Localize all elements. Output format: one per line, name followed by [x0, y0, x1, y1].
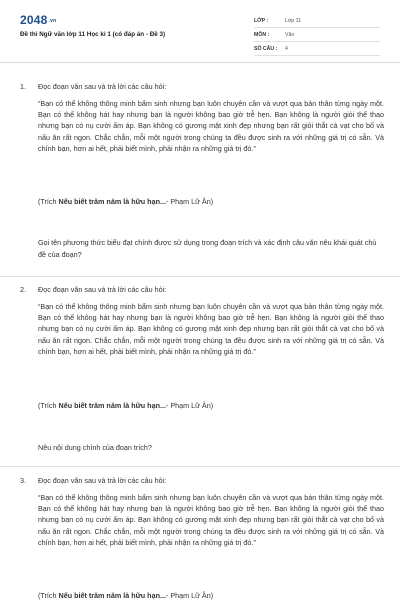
citation-prefix: (Trích [38, 401, 59, 410]
logo-suffix-text: .vn [48, 18, 57, 24]
question-instruction: Đọc đoạn văn sau và trả lời các câu hỏi: [38, 285, 167, 294]
citation-title: Nếu biết trăm năm là hữu hạn... [58, 401, 166, 410]
meta-value: Văn [285, 32, 295, 38]
question-prompt: Gọi tên phương thức biểu đạt chính được sử dụng trong đoạn trích và xác định câu văn nêu khái quát chủ đề của đoạn? [38, 238, 377, 259]
citation-prefix: (Trích [38, 197, 59, 206]
citation-title: Nếu biết trăm năm là hữu hạn... [58, 197, 166, 206]
citation-author: - Phạm Lữ Ân) [165, 591, 214, 600]
citation-author: - Phạm Lữ Ân) [165, 197, 214, 206]
passage-citation [38, 197, 213, 206]
meta-row-subject [254, 29, 380, 42]
question-divider [0, 466, 400, 467]
citation-prefix: (Trích [38, 591, 59, 600]
question-instruction: Đọc đoạn văn sau và trả lời các câu hỏi: [38, 82, 167, 91]
citation-author: - Phạm Lữ Ân) [165, 401, 214, 410]
question-number: 3. [20, 476, 26, 485]
document-title: Đề thi Ngữ văn lớp 11 Học kì 1 (có đáp án - Đề 3) [20, 31, 166, 38]
passage-citation [38, 591, 213, 600]
question-passage: “Bạn có thể không thông minh bẩm sinh nhưng bạn luôn chuyên cần và vượt qua bản thân từng ngày một. Bạn có thể không hát hay nhưng bạn là người không bao giờ trễ hẹn. Bạn không là người giỏi thể thao nhưng bạn có nụ cười ấm áp. Bạn không có gương mặt xinh đẹp nhưng bạn rất giỏi thắt cà vạt cho bố và nấu ăn rất ngon. Chắc chắn, mỗi một người trong chúng ta đều được sinh ra với những giá trị có sẵn. Và chính bạn, hơn ai hết, phải biết mình, phải nhận ra những giá trị đó.” [38, 493, 384, 547]
meta-label: LỚP : [254, 18, 269, 24]
question-passage: “Bạn có thể không thông minh bẩm sinh nhưng bạn luôn chuyên cần và vượt qua bản thân từng ngày một. Bạn có thể không hát hay nhưng bạn là người không bao giờ trễ hẹn. Bạn không là người giỏi thể thao nhưng bạn có nụ cười ấm áp. Bạn không có gương mặt xinh đẹp nhưng bạn rất giỏi thắt cà vạt cho bố và nấu ăn rất ngon. Chắc chắn, mỗi một người trong chúng ta đều được sinh ra với những giá trị có sẵn. Và chính bạn, hơn ai hết, phải biết mình, phải nhận ra những giá trị đó.” [38, 302, 384, 356]
meta-value: Lớp 11 [285, 18, 301, 24]
logo-main-text: 2048 [20, 13, 48, 27]
question-prompt: Nêu nội dung chính của đoạn trích? [38, 443, 152, 452]
meta-row-class [254, 15, 380, 28]
passage-citation [38, 401, 213, 410]
question-instruction: Đọc đoạn văn sau và trả lời các câu hỏi: [38, 476, 167, 485]
meta-row-question-count [254, 43, 380, 56]
meta-value: 4 [285, 46, 288, 52]
site-logo[interactable] [20, 13, 56, 27]
page-header [0, 0, 400, 63]
citation-title: Nếu biết trăm năm là hữu hạn... [58, 591, 166, 600]
question-number: 2. [20, 285, 26, 294]
question-passage: “Bạn có thể không thông minh bẩm sinh nhưng bạn luôn chuyên cần và vượt qua bản thân từng ngày một. Bạn có thể không hát hay nhưng bạn là người không bao giờ trễ hẹn. Bạn không là người giỏi thể thao nhưng bạn có nụ cười ấm áp. Bạn không có gương mặt xinh đẹp nhưng bạn rất giỏi thắt cà vạt cho bố và nấu ăn rất ngon. Chắc chắn, mỗi một người trong chúng ta đều được sinh ra với những giá trị có sẵn. Và chính bạn, hơn ai hết, phải biết mình, phải nhận ra những giá trị đó.” [38, 99, 384, 153]
meta-label: MÔN : [254, 32, 270, 38]
question-divider [0, 276, 400, 277]
meta-label: SỐ CÂU : [254, 46, 278, 52]
question-number: 1. [20, 82, 26, 91]
